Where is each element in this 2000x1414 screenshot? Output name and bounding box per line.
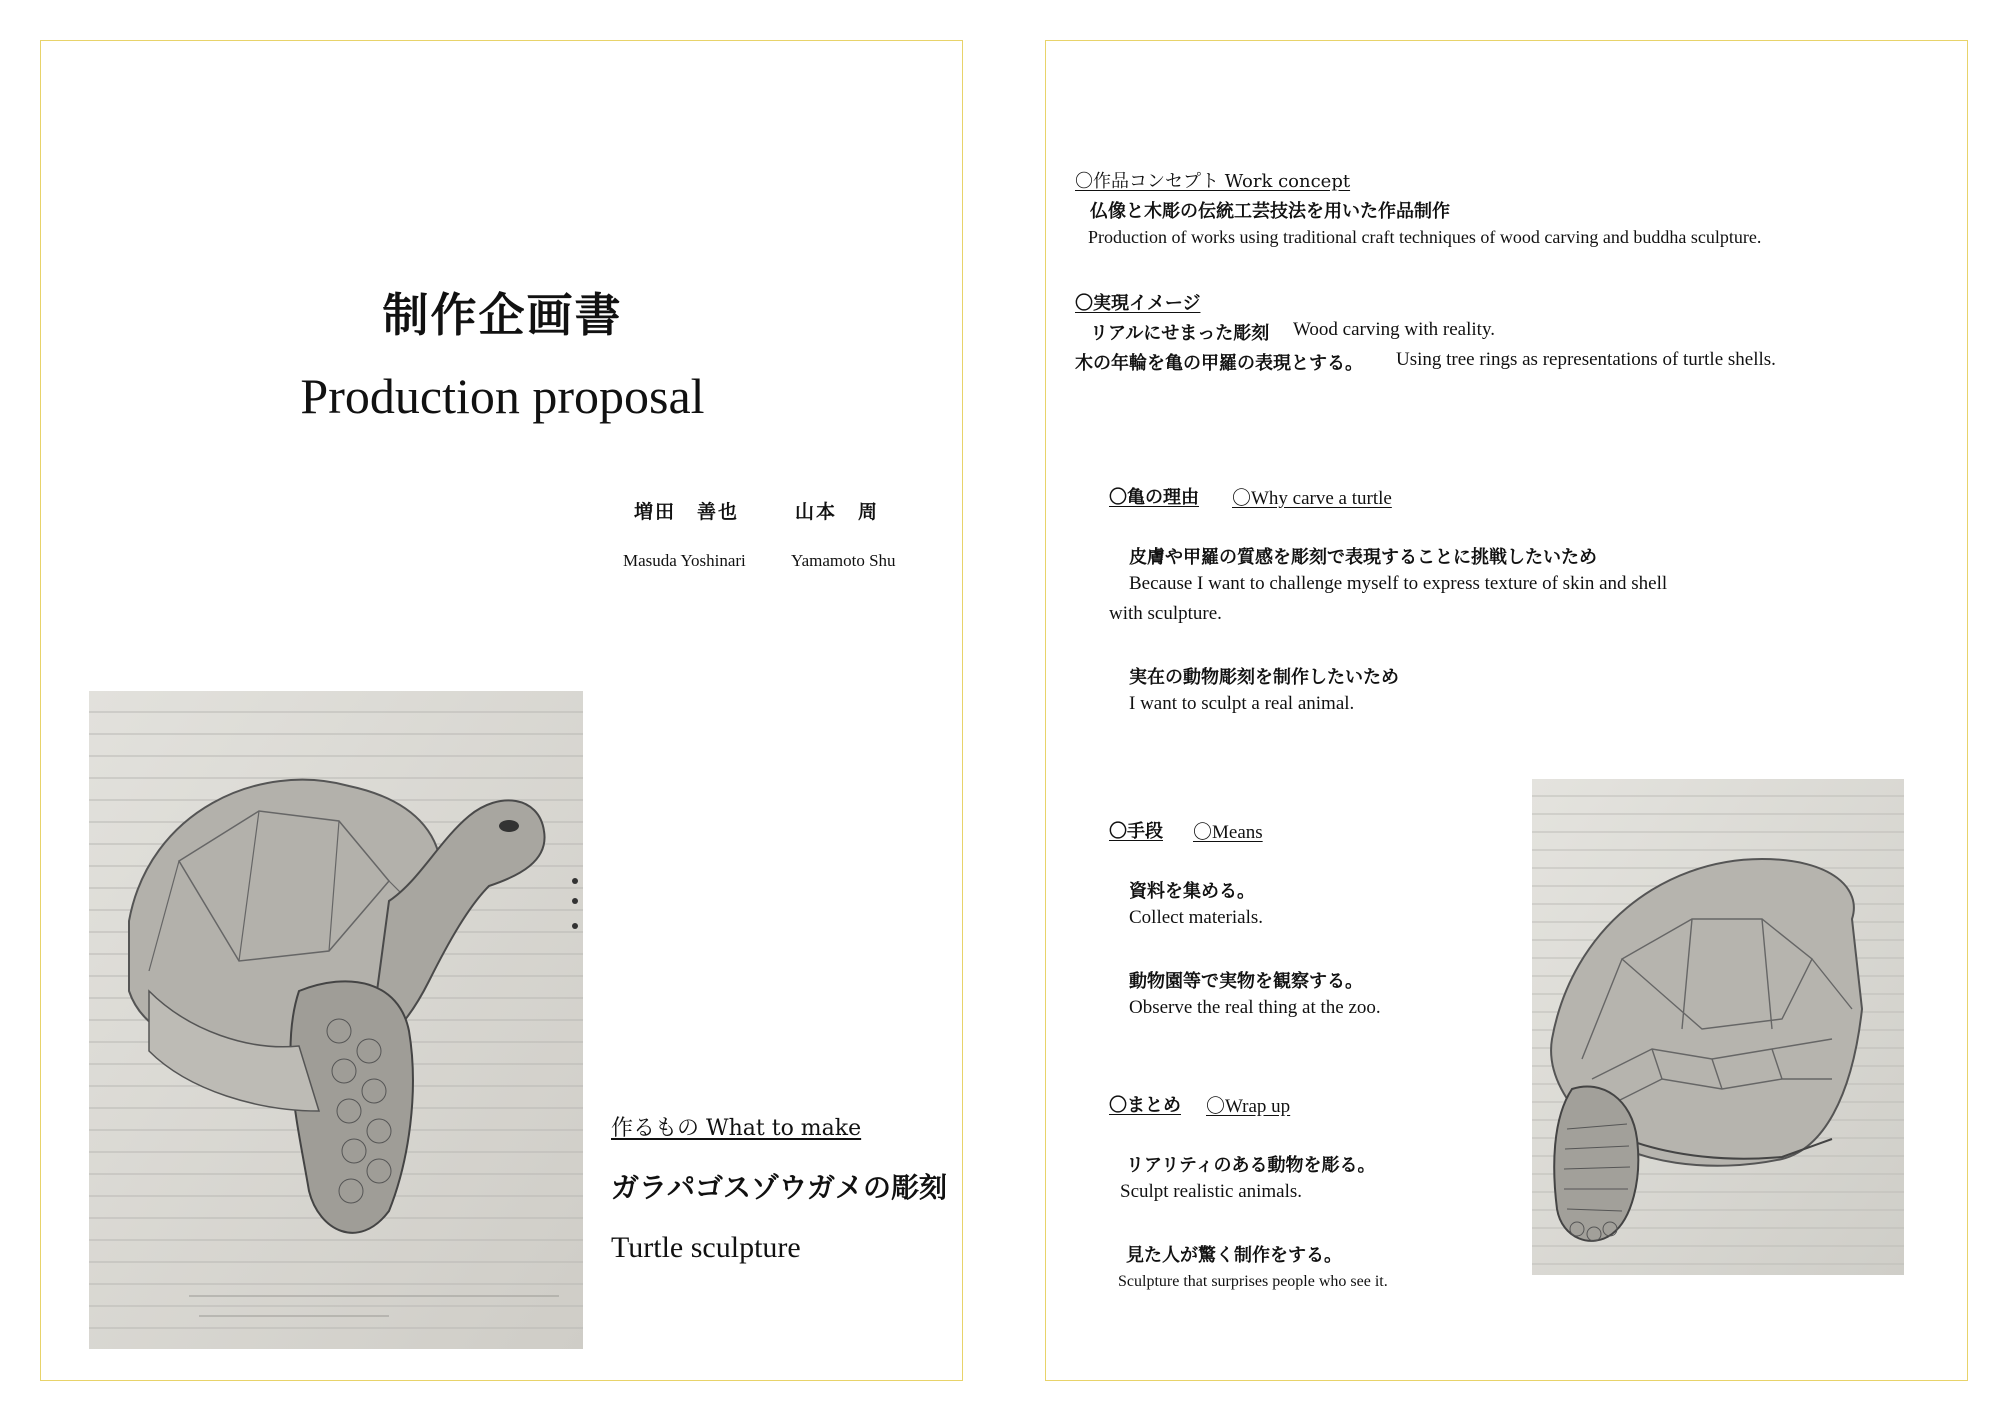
image-line1-en: Wood carving with reality. [1293,319,1495,340]
concept-line-jp: 仏像と木彫の伝統工芸技法を用いた作品制作 [1090,201,1450,222]
wrap-line2-en: Sculpture that surprises people who see it. [1118,1273,1388,1290]
concept-line-en: Production of works using traditional craft techniques of wood carving and buddha sculpture. [1088,227,1762,247]
reason-line1-en-a: Because I want to challenge myself to express texture of skin and shell [1129,573,1668,594]
reason-line1-jp: 皮膚や甲羅の質感を彫刻で表現することに挑戦したいため [1129,547,1597,568]
wrap-heading-en: 〇Wrap up [1206,1096,1291,1117]
image-heading: 〇実現イメージ [1075,293,1201,314]
author-2-en: Yamamoto Shu [791,551,896,570]
image-line1-jp: リアルにせまった彫刻 [1090,323,1270,344]
turtle-shell-sketch-icon [1532,779,1904,1275]
page-right [1045,40,1968,1381]
what-to-make-title-en: Turtle sculpture [611,1231,801,1264]
turtle-shell-sketch-image [1532,779,1904,1275]
author-1-en: Masuda Yoshinari [623,551,746,570]
wrap-line1-jp: リアリティのある動物を彫る。 [1126,1155,1376,1176]
page-left [40,40,963,1381]
means-heading-en: 〇Means [1193,822,1263,843]
wrap-heading-jp: 〇まとめ [1109,1095,1181,1116]
author-2-jp: 山本 周 [795,501,880,523]
means-line1-jp: 資料を集める。 [1129,881,1255,902]
image-line2-en: Using tree rings as representations of turtle shells. [1396,349,1776,370]
means-line2-jp: 動物園等で実物を観察する。 [1129,971,1363,992]
reason-line1-en-b: with sculpture. [1109,603,1222,624]
what-to-make-title-jp: ガラパゴスゾウガメの彫刻 [611,1171,948,1204]
reason-line2-en: I want to sculpt a real animal. [1129,693,1355,714]
concept-heading: 〇作品コンセプト Work concept [1075,171,1351,192]
what-to-make-label: 作るもの What to make [611,1116,862,1141]
turtle-sketch-image [89,691,583,1349]
reason-heading-jp: 〇亀の理由 [1109,487,1199,508]
reason-line2-jp: 実在の動物彫刻を制作したいため [1129,667,1399,688]
means-line2-en: Observe the real thing at the zoo. [1129,997,1381,1018]
author-1-jp: 増田 善也 [634,501,740,523]
means-line1-en: Collect materials. [1129,907,1264,928]
title-en: Production proposal [300,368,705,424]
wrap-line2-jp: 見た人が驚く制作をする。 [1126,1245,1342,1266]
image-line2-jp: 木の年輪を亀の甲羅の表現とする。 [1075,353,1363,374]
title-jp: 制作企画書 [382,288,623,342]
reason-heading-en: 〇Why carve a turtle [1232,488,1392,509]
turtle-sketch-icon [89,691,583,1349]
wrap-line1-en: Sculpt realistic animals. [1120,1181,1303,1202]
means-heading-jp: 〇手段 [1109,821,1163,842]
